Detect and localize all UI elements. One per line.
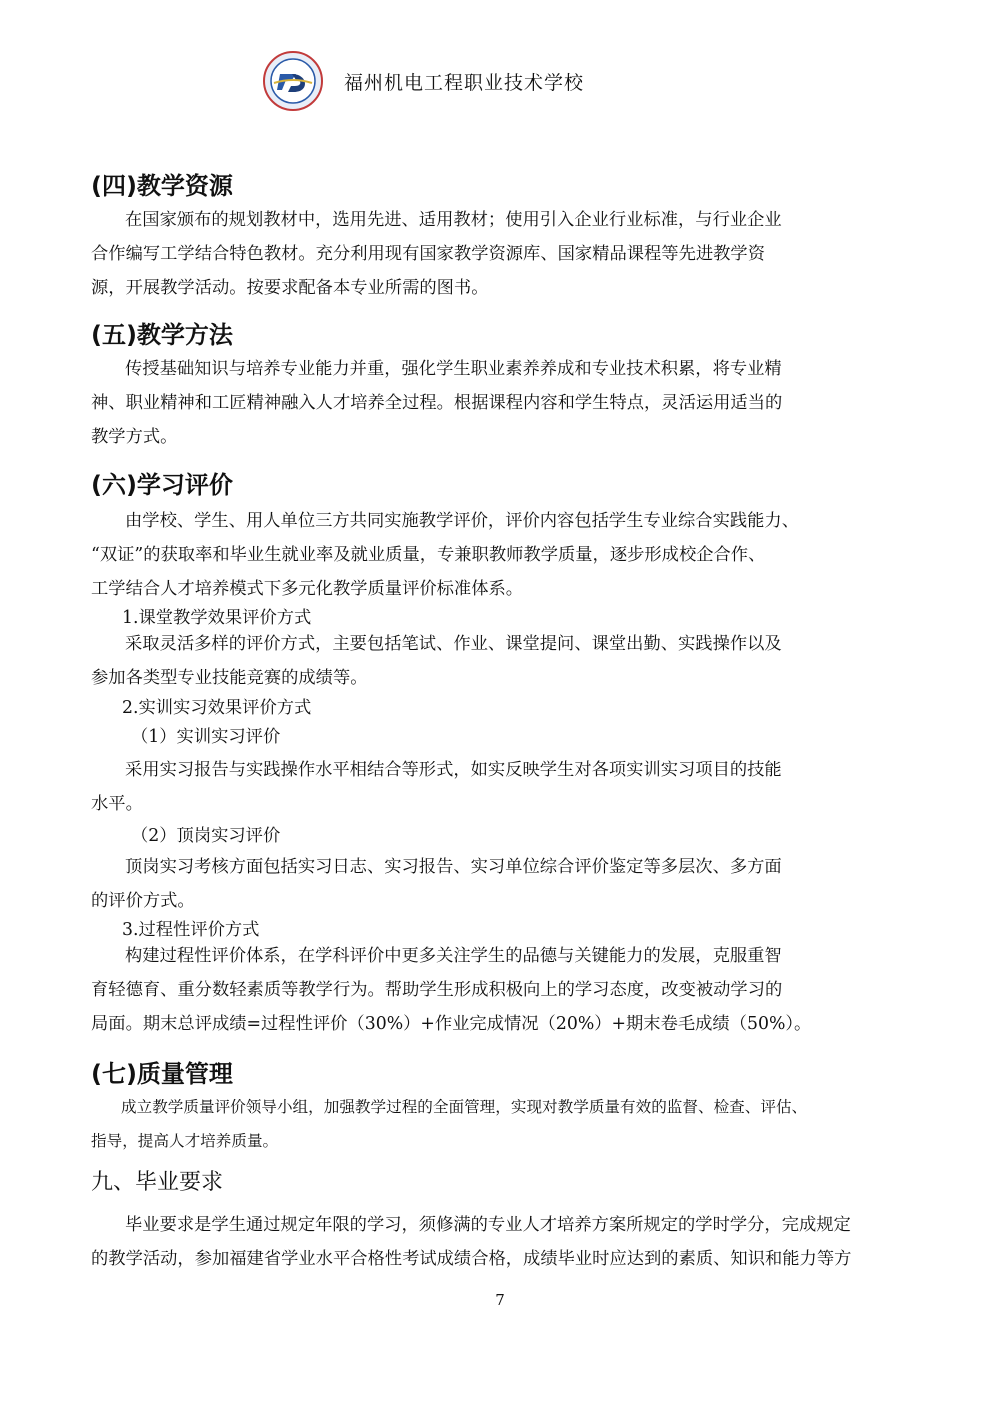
section-heading-resources: (四)教学资源 bbox=[91, 172, 233, 200]
text-line: 合作编写工学结合特色教材。充分利用现有国家教学资源库、国家精品课程等先进教学资 bbox=[91, 244, 765, 264]
text-line: 源，开展教学活动。按要求配备本专业所需的图书。 bbox=[91, 278, 489, 298]
text-line: 指导，提高人才培养质量。 bbox=[91, 1132, 279, 1150]
text-line: 局面。期末总评成绩=过程性评价（30%）+作业完成情况（20%）+期末卷毛成绩（50%）。 bbox=[91, 1014, 812, 1034]
paragraph-internship-evaluation bbox=[91, 850, 909, 918]
subheading-internship-evaluation: （2）顶岗实习评价 bbox=[131, 826, 281, 846]
page-header bbox=[262, 50, 722, 112]
text-line: 毕业要求是学生通过规定年限的学习，须修满的专业人才培养方案所规定的学时学分，完成规定 bbox=[125, 1215, 851, 1235]
text-line: 参加各类型专业技能竞赛的成绩等。 bbox=[91, 668, 368, 688]
paragraph-evaluation bbox=[91, 504, 909, 606]
text-line: 顶岗实习考核方面包括实习日志、实习报告、实习单位综合评价鉴定等多层次、多方面 bbox=[125, 857, 782, 877]
paragraph-training-evaluation bbox=[91, 753, 909, 821]
text-line: 的评价方式。 bbox=[91, 891, 195, 911]
section-heading-quality: (七)质量管理 bbox=[91, 1060, 233, 1088]
subheading-process-evaluation: 3.过程性评价方式 bbox=[122, 920, 260, 940]
text-line: 育轻德育、重分数轻素质等教学行为。帮助学生形成积极向上的学习态度，改变被动学习的 bbox=[91, 980, 783, 1000]
page-number: 7 bbox=[495, 1291, 505, 1309]
paragraph-quality bbox=[91, 1090, 909, 1158]
text-line: 在国家颁布的规划教材中，选用先进、适用教材；使用引入企业行业标准，与行业企业 bbox=[125, 210, 782, 230]
paragraph-resources bbox=[91, 203, 909, 305]
paragraph-graduation bbox=[91, 1208, 909, 1276]
paragraph-classroom-evaluation bbox=[91, 627, 909, 695]
text-line: 教学方式。 bbox=[91, 427, 178, 447]
text-line: 传授基础知识与培养专业能力并重，强化学生职业素养养成和专业技术积累，将专业精 bbox=[125, 359, 782, 379]
text-line: 成立教学质量评价领导小组，加强教学过程的全面管理，实现对教学质量有效的监督、检查、评估、 bbox=[121, 1098, 808, 1116]
text-line: 构建过程性评价体系，在学科评价中更多关注学生的品德与关键能力的发展，克服重智 bbox=[125, 946, 782, 966]
subheading-practice-evaluation: 2.实训实习效果评价方式 bbox=[122, 698, 312, 718]
school-emblem-icon bbox=[262, 50, 324, 112]
section-heading-methods: (五)教学方法 bbox=[91, 321, 233, 349]
school-name: 福州机电工程职业技术学校 bbox=[344, 72, 585, 94]
text-line: 工学结合人才培养模式下多元化教学质量评价标准体系。 bbox=[91, 579, 524, 599]
paragraph-process-evaluation bbox=[91, 939, 909, 1041]
paragraph-methods bbox=[91, 352, 909, 454]
subheading-training-evaluation: （1）实训实习评价 bbox=[131, 727, 281, 747]
subheading-classroom-evaluation: 1.课堂教学效果评价方式 bbox=[122, 608, 312, 628]
text-line: 神、职业精神和工匠精神融入人才培养全过程。根据课程内容和学生特点，灵活运用适当的 bbox=[91, 393, 783, 413]
text-line: 水平。 bbox=[91, 794, 143, 814]
text-line: 采取灵活多样的评价方式，主要包括笔试、作业、课堂提问、课堂出勤、实践操作以及 bbox=[125, 634, 782, 654]
text-line: “双证”的获取率和毕业生就业率及就业质量，专兼职教师教学质量，逐步形成校企合作、 bbox=[91, 545, 766, 565]
text-line: 采用实习报告与实践操作水平相结合等形式，如实反映学生对各项实训实习项目的技能 bbox=[125, 760, 782, 780]
section-heading-evaluation: (六)学习评价 bbox=[91, 471, 233, 499]
text-line: 的教学活动，参加福建省学业水平合格性考试成绩合格，成绩毕业时应达到的素质、知识和能力等方 bbox=[91, 1249, 852, 1269]
section-heading-graduation: 九、毕业要求 bbox=[91, 1170, 224, 1195]
text-line: 由学校、学生、用人单位三方共同实施教学评价，评价内容包括学生专业综合实践能力、 bbox=[125, 511, 799, 531]
